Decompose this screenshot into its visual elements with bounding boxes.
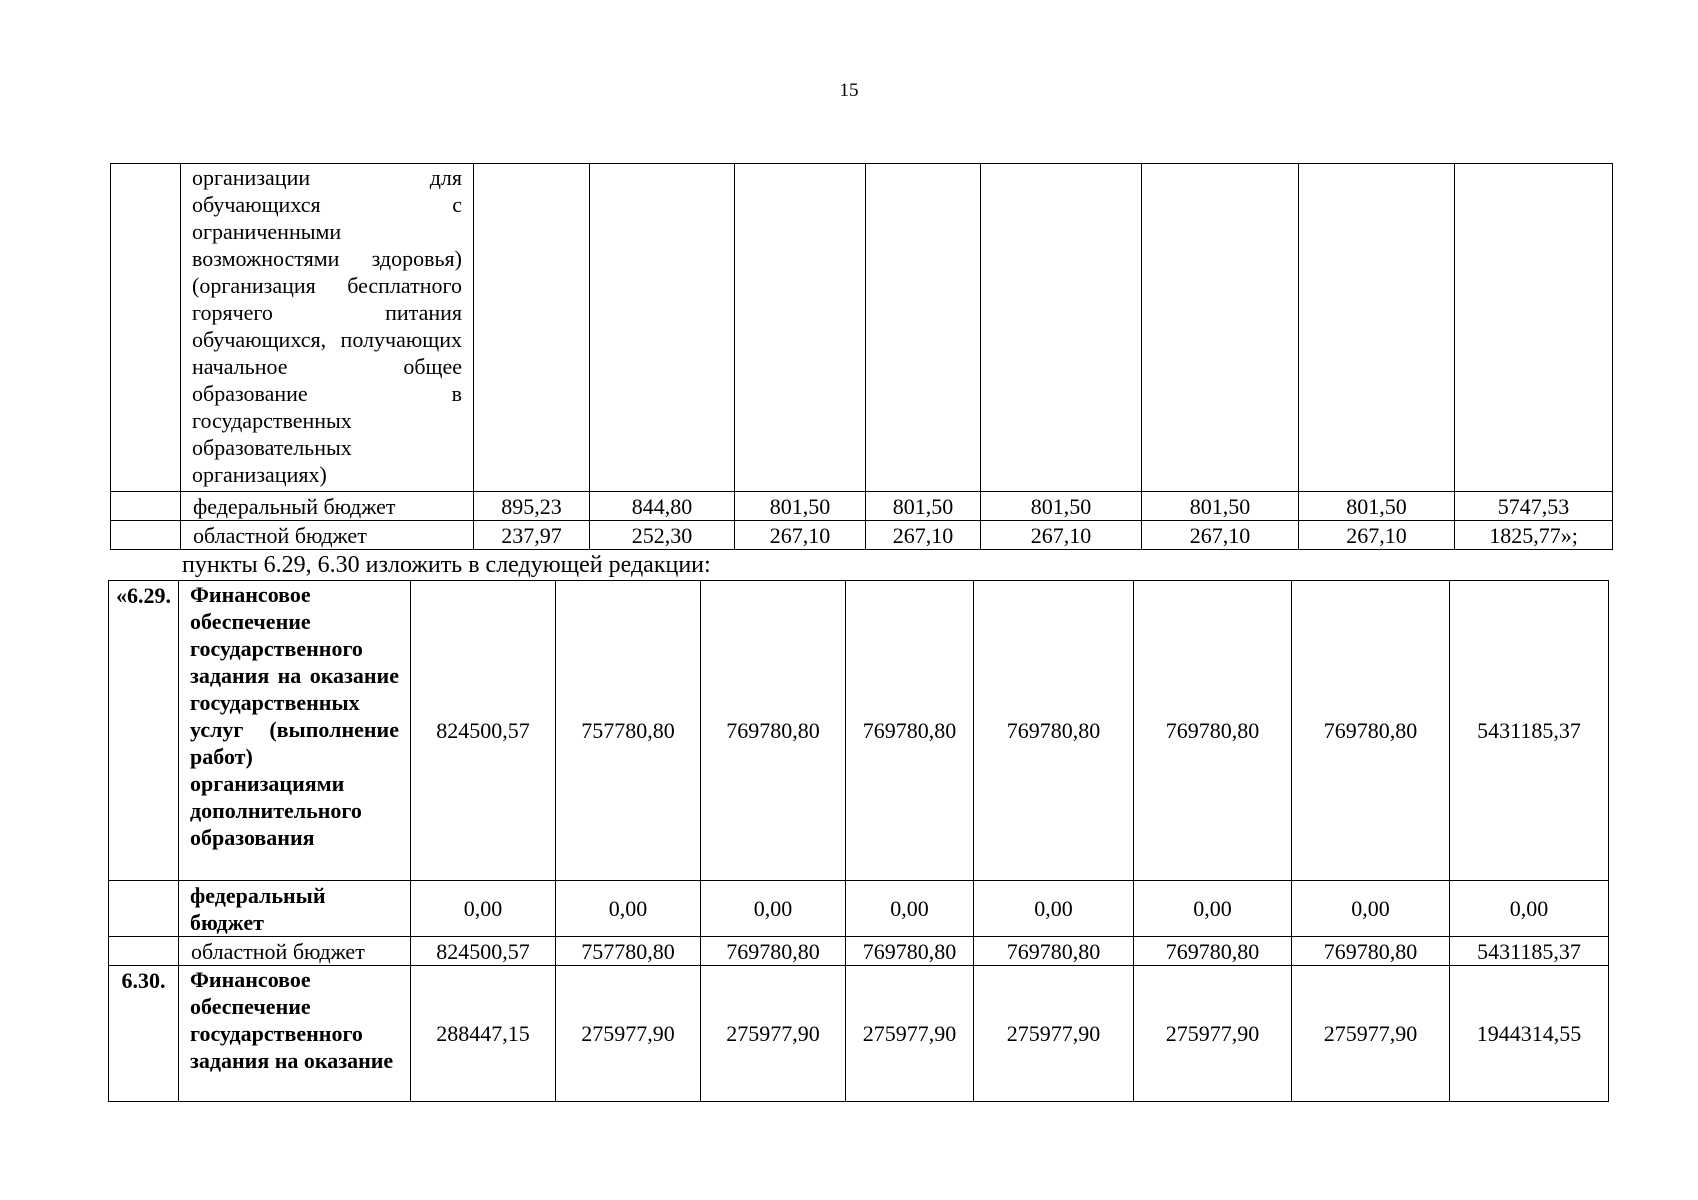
row-label: федеральный бюджет bbox=[181, 492, 474, 521]
value-cell: 267,10 bbox=[1299, 521, 1455, 550]
value-cell: 0,00 bbox=[1292, 881, 1450, 937]
index-cell bbox=[109, 937, 179, 966]
value-cell: 801,50 bbox=[1142, 492, 1299, 521]
value-cell: 267,10 bbox=[866, 521, 981, 550]
value-cell: 275977,90 bbox=[1292, 966, 1450, 1102]
value-cell: 895,23 bbox=[474, 492, 590, 521]
table-row bbox=[111, 521, 1613, 550]
value-cell: 275977,90 bbox=[556, 966, 701, 1102]
item-index: «6.29. bbox=[109, 581, 179, 881]
value-cell: 769780,80 bbox=[1292, 581, 1450, 881]
value-cell: 0,00 bbox=[1450, 881, 1609, 937]
value-cell: 769780,80 bbox=[701, 581, 846, 881]
table-row bbox=[109, 937, 1609, 966]
value-cell: 769780,80 bbox=[1292, 937, 1450, 966]
value-cell: 824500,57 bbox=[411, 937, 556, 966]
empty-cell bbox=[1142, 164, 1299, 492]
value-cell: 0,00 bbox=[556, 881, 701, 937]
value-cell: 275977,90 bbox=[846, 966, 974, 1102]
table-row bbox=[109, 966, 1609, 1102]
empty-cell bbox=[866, 164, 981, 492]
value-cell: 769780,80 bbox=[846, 581, 974, 881]
amendment-sentence: пункты 6.29, 6.30 изложить в следующей редакции: bbox=[182, 552, 711, 578]
value-cell: 0,00 bbox=[411, 881, 556, 937]
value-cell: 275977,90 bbox=[1134, 966, 1292, 1102]
value-cell: 769780,80 bbox=[1134, 581, 1292, 881]
value-cell: 801,50 bbox=[981, 492, 1142, 521]
empty-cell bbox=[590, 164, 735, 492]
row-label: областной бюджет bbox=[179, 937, 411, 966]
value-cell: 769780,80 bbox=[974, 937, 1134, 966]
value-cell: 0,00 bbox=[846, 881, 974, 937]
value-cell: 5431185,37 bbox=[1450, 937, 1609, 966]
value-cell: 267,10 bbox=[735, 521, 866, 550]
value-cell: 288447,15 bbox=[411, 966, 556, 1102]
index-cell bbox=[111, 492, 181, 521]
empty-cell bbox=[1299, 164, 1455, 492]
value-cell: 769780,80 bbox=[1134, 937, 1292, 966]
value-cell: 0,00 bbox=[701, 881, 846, 937]
value-cell: 844,80 bbox=[590, 492, 735, 521]
index-cell bbox=[111, 521, 181, 550]
row-label: федеральный бюджет bbox=[179, 881, 411, 937]
table-row bbox=[109, 881, 1609, 937]
value-cell: 1825,77»; bbox=[1455, 521, 1613, 550]
value-cell: 0,00 bbox=[974, 881, 1134, 937]
value-cell: 267,10 bbox=[981, 521, 1142, 550]
value-cell: 0,00 bbox=[1134, 881, 1292, 937]
value-cell: 801,50 bbox=[866, 492, 981, 521]
value-cell: 275977,90 bbox=[701, 966, 846, 1102]
table-row bbox=[109, 581, 1609, 881]
item-label: Финансовое обеспечение государственного задания на оказание государственных услуг (выполнение работ) организациями дополнительного образования bbox=[179, 581, 411, 881]
value-cell: 1944314,55 bbox=[1450, 966, 1609, 1102]
value-cell: 5747,53 bbox=[1455, 492, 1613, 521]
value-cell: 757780,80 bbox=[556, 937, 701, 966]
value-cell: 237,97 bbox=[474, 521, 590, 550]
value-cell: 801,50 bbox=[735, 492, 866, 521]
empty-cell bbox=[1455, 164, 1613, 492]
page-number: 15 bbox=[839, 80, 859, 101]
item-index: 6.30. bbox=[109, 966, 179, 1102]
empty-cell bbox=[981, 164, 1142, 492]
value-cell: 824500,57 bbox=[411, 581, 556, 881]
value-cell: 769780,80 bbox=[974, 581, 1134, 881]
value-cell: 757780,80 bbox=[556, 581, 701, 881]
value-cell: 5431185,37 bbox=[1450, 581, 1609, 881]
budget-table-amended bbox=[108, 580, 1609, 1102]
value-cell: 275977,90 bbox=[974, 966, 1134, 1102]
empty-cell bbox=[735, 164, 866, 492]
continuation-label: организации для обучающихся с ограниченными возможностями здоровья) (организация бесплатного горячего питания обучающихся, получающих начальное общее образование в государственных образовательных организациях) bbox=[181, 164, 474, 492]
value-cell: 769780,80 bbox=[701, 937, 846, 966]
value-cell: 801,50 bbox=[1299, 492, 1455, 521]
value-cell: 252,30 bbox=[590, 521, 735, 550]
table-row bbox=[111, 492, 1613, 521]
value-cell: 769780,80 bbox=[846, 937, 974, 966]
item-label: Финансовое обеспечение государственного задания на оказание bbox=[179, 966, 411, 1102]
value-cell: 267,10 bbox=[1142, 521, 1299, 550]
index-cell bbox=[109, 881, 179, 937]
budget-table-continued bbox=[110, 163, 1613, 550]
empty-cell bbox=[474, 164, 590, 492]
row-label: областной бюджет bbox=[181, 521, 474, 550]
table-row bbox=[111, 164, 1613, 492]
index-cell bbox=[111, 164, 181, 492]
